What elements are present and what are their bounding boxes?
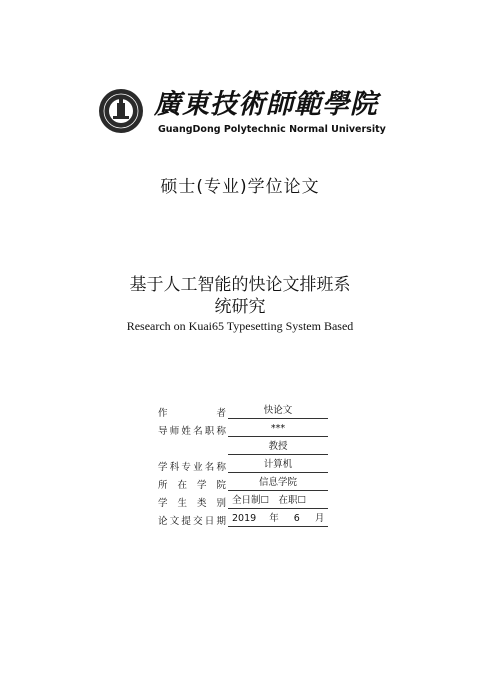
thesis-title-en: Research on Kuai65 Typesetting System Based [126,319,354,333]
university-logo [98,88,386,144]
date-label: 论文提交日期 [158,516,226,527]
author-value: 快论文 [228,403,328,419]
advisor-row [158,419,328,437]
advisor-label: 导师姓名职称 [158,426,226,437]
advisor-title-value: 教授 [228,439,328,455]
school-name-en: GuangDong Polytechnic Normal University [158,124,386,135]
advisor-value: *** [228,421,328,437]
college-label: 所在学院 [158,480,226,491]
major-row [158,455,328,473]
major-value: 计算机 [228,457,328,473]
author-row [158,401,328,419]
advisor-title-row [158,437,328,455]
college-row [158,473,328,491]
major-label: 学科专业名称 [158,462,226,473]
student-type-value: 全日制☐ 在职☐ [228,493,328,509]
date-month-unit: 月 [314,513,325,524]
info-table [158,401,328,527]
date-month: 6 [293,513,300,524]
college-value: 信息学院 [228,475,328,491]
date-value [228,511,328,527]
date-year-unit: 年 [269,513,279,524]
degree-type: 硕士(专业)学位论文 [160,177,320,197]
thesis-title-line2: 统研究 [214,297,266,317]
university-seal-icon [98,88,144,134]
date-row [158,509,328,527]
thesis-title-cn [100,274,380,318]
thesis-title-line1: 基于人工智能的快论文排班系 [129,275,351,295]
student-type-row [158,491,328,509]
author-label: 作 者 [158,408,226,419]
date-year: 2019 [232,513,257,524]
student-type-label: 学生类别 [158,498,226,509]
school-name-cn: 廣東技術師範學院 [154,89,378,120]
